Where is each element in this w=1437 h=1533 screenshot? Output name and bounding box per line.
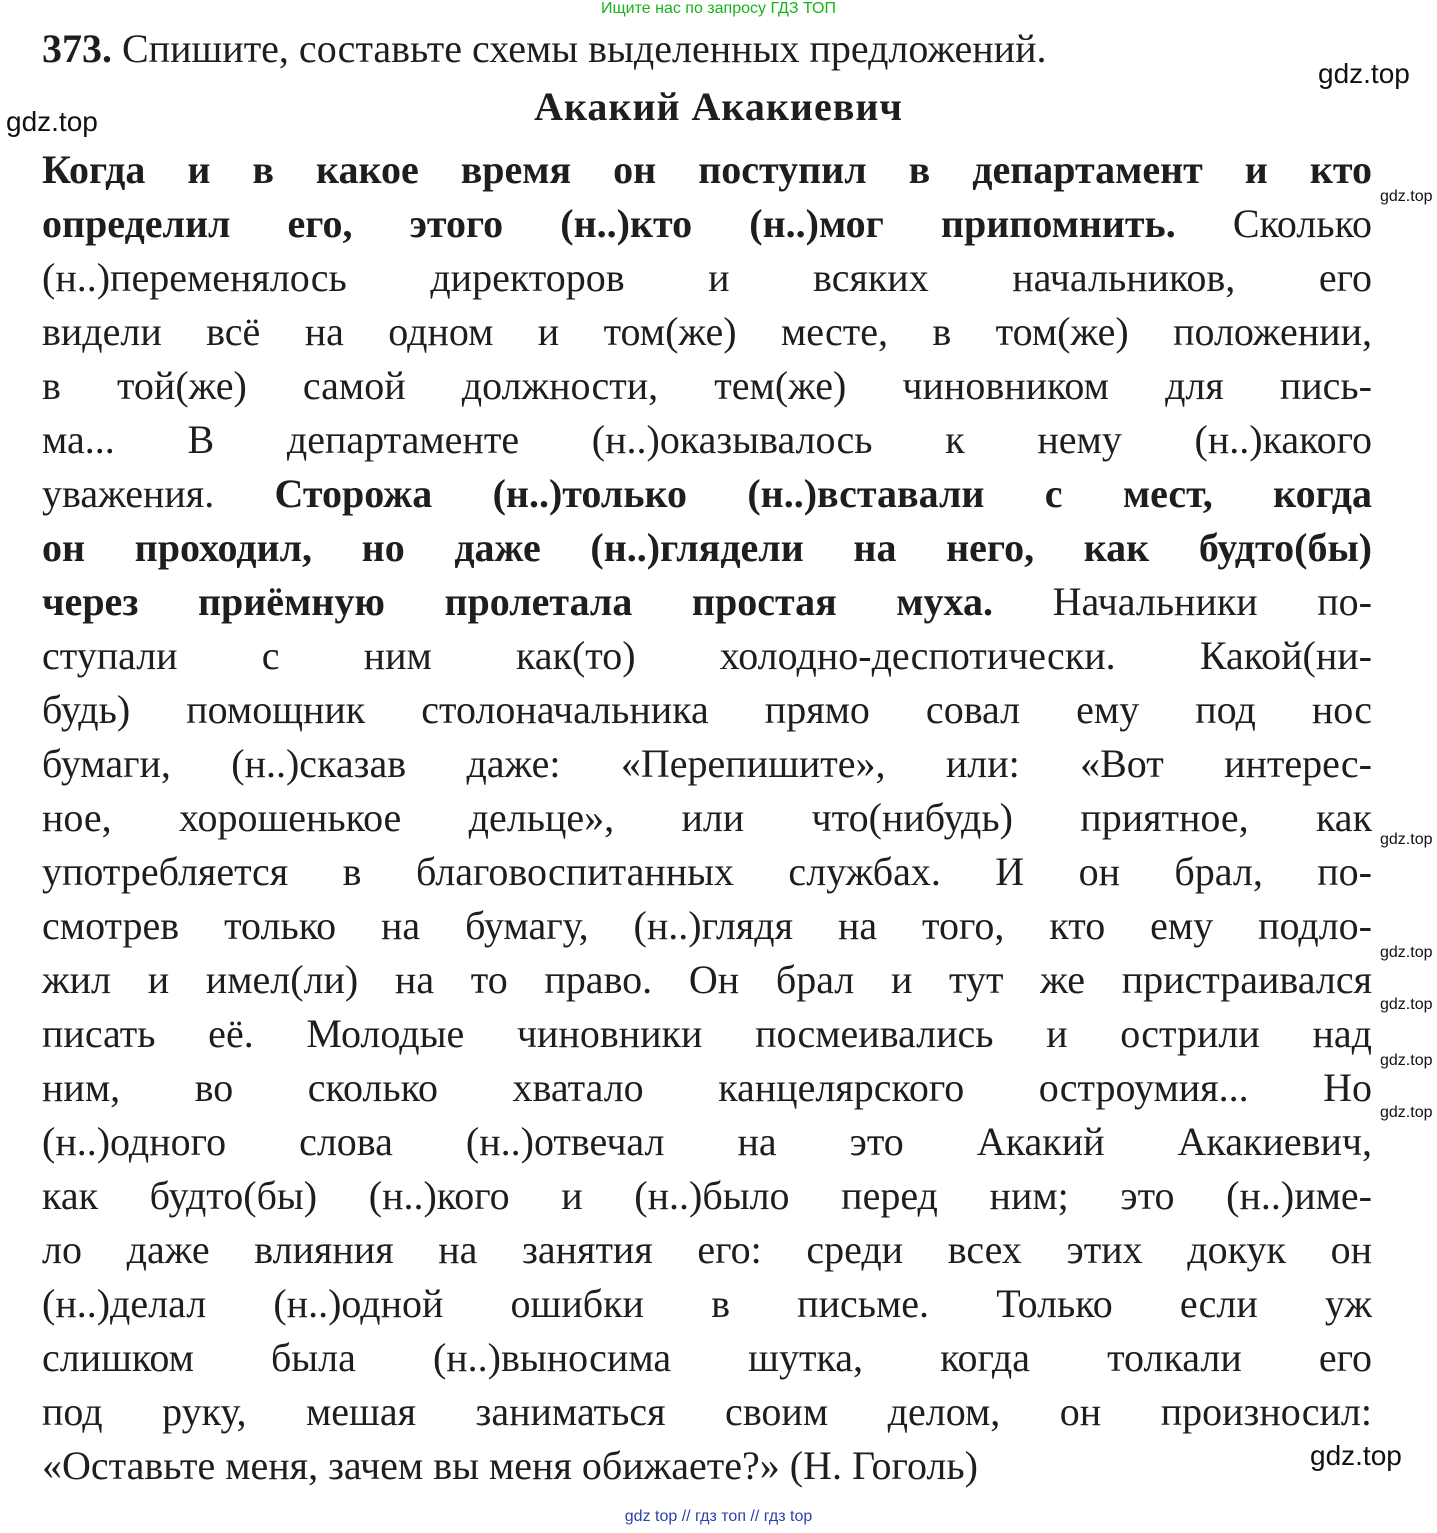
text-segment: Сколько xyxy=(1175,201,1372,246)
highlighted-sentence: определил его, этого (н..)кто (н..)мог припомнить. xyxy=(42,201,1176,246)
exercise-heading xyxy=(42,22,1046,76)
watermark-label: gdz.top xyxy=(1380,1052,1433,1069)
text-segment: видели всё на одном и том(же) месте, в том(же) положении, xyxy=(42,309,1372,354)
text-line xyxy=(42,575,1372,629)
text-segment: как будто(бы) (н..)кого и (н..)было перед ним; это (н..)име- xyxy=(42,1173,1372,1218)
text-segment: ступали с ним как(то) холодно-деспотически. Какой(ни- xyxy=(42,633,1372,678)
text-line xyxy=(42,953,1372,1007)
text-line xyxy=(42,1223,1372,1277)
text-line xyxy=(42,1331,1372,1385)
highlighted-sentence: Сторожа (н..)только (н..)вставали с мест, когда xyxy=(274,471,1372,516)
text-line xyxy=(42,143,1372,197)
text-line xyxy=(42,1385,1372,1439)
text-line xyxy=(42,1061,1372,1115)
highlighted-sentence: он проходил, но даже (н..)глядели на него, как будто(бы) xyxy=(42,525,1372,570)
text-line xyxy=(42,467,1372,521)
text-line xyxy=(42,1169,1372,1223)
watermark-top: Ищите нас по запросу ГДЗ ТОП xyxy=(601,0,836,17)
watermark-label: gdz.top xyxy=(1318,58,1410,89)
text-line xyxy=(42,359,1372,413)
text-line xyxy=(42,251,1372,305)
text-segment: ма... В департаменте (н..)оказывалось к нему (н..)какого xyxy=(42,417,1372,462)
watermark-label: gdz.top xyxy=(6,106,98,137)
text-line xyxy=(42,845,1372,899)
text-segment: (н..)переменялось директоров и всяких начальников, его xyxy=(42,255,1372,300)
exercise-number: 373. xyxy=(42,26,112,71)
text-line xyxy=(42,791,1372,845)
watermark-label: gdz.top xyxy=(1380,996,1433,1013)
text-segment: уважения. xyxy=(42,471,275,516)
text-line xyxy=(42,683,1372,737)
text-line xyxy=(42,521,1372,575)
exercise-task: Спишите, составьте схемы выделенных предложений. xyxy=(112,26,1047,71)
text-segment: в той(же) самой должности, тем(же) чиновником для пись- xyxy=(42,363,1372,408)
text-segment: жил и имел(ли) на то право. Он брал и тут же пристраивался xyxy=(42,957,1372,1002)
text-segment: слишком была (н..)выносима шутка, когда толкали его xyxy=(42,1335,1372,1380)
text-segment: (н..)одного слова (н..)отвечал на это Акакий Акакиевич, xyxy=(42,1119,1372,1164)
text-segment: писать её. Молодые чиновники посмеивались и острили над xyxy=(42,1011,1372,1056)
text-segment: бумаги, (н..)сказав даже: «Перепишите», или: «Вот интерес- xyxy=(42,741,1372,786)
text-title: Акакий Акакиевич xyxy=(534,84,903,129)
watermark-label: gdz.top xyxy=(1380,188,1433,205)
text-line xyxy=(42,899,1372,953)
text-line xyxy=(42,737,1372,791)
text-segment: (н..)делал (н..)одной ошибки в письме. Только если уж xyxy=(42,1281,1372,1326)
text-segment: под руку, мешая заниматься своим делом, он произносил: xyxy=(42,1389,1372,1434)
watermark-label: gdz.top xyxy=(1380,1104,1433,1121)
text-segment: ное, хорошенькое дельце», или что(нибудь) приятное, как xyxy=(42,795,1372,840)
highlighted-sentence: через приёмную пролетала простая муха. xyxy=(42,579,994,624)
highlighted-sentence: Когда и в какое время он поступил в департамент и кто xyxy=(42,147,1372,192)
text-segment: ним, во сколько хватало канцелярского остроумия... Но xyxy=(42,1065,1372,1110)
text-segment: смотрев только на бумагу, (н..)глядя на того, кто ему подло- xyxy=(42,903,1372,948)
text-line xyxy=(42,197,1372,251)
watermark-label: gdz.top xyxy=(1310,1440,1402,1471)
text-segment: ло даже влияния на занятия его: среди всех этих докук он xyxy=(42,1227,1372,1272)
text-line xyxy=(42,305,1372,359)
text-line xyxy=(42,629,1372,683)
text-line xyxy=(42,413,1372,467)
text-line xyxy=(42,1439,978,1493)
text-segment: будь) помощник столоначальника прямо совал ему под нос xyxy=(42,687,1372,732)
text-segment: употребляется в благовоспитанных службах. И он брал, по- xyxy=(42,849,1372,894)
text-line xyxy=(42,1007,1372,1061)
text-line xyxy=(42,1115,1372,1169)
watermark-bottom: gdz top // гдз топ // гдз top xyxy=(624,1508,813,1525)
text-segment: «Оставьте меня, зачем вы меня обижаете?» (Н. Гоголь) xyxy=(42,1443,978,1488)
watermark-label: gdz.top xyxy=(1380,831,1433,848)
text-line xyxy=(42,1277,1372,1331)
watermark-label: gdz.top xyxy=(1380,944,1433,961)
text-segment: Начальники по- xyxy=(993,579,1372,624)
